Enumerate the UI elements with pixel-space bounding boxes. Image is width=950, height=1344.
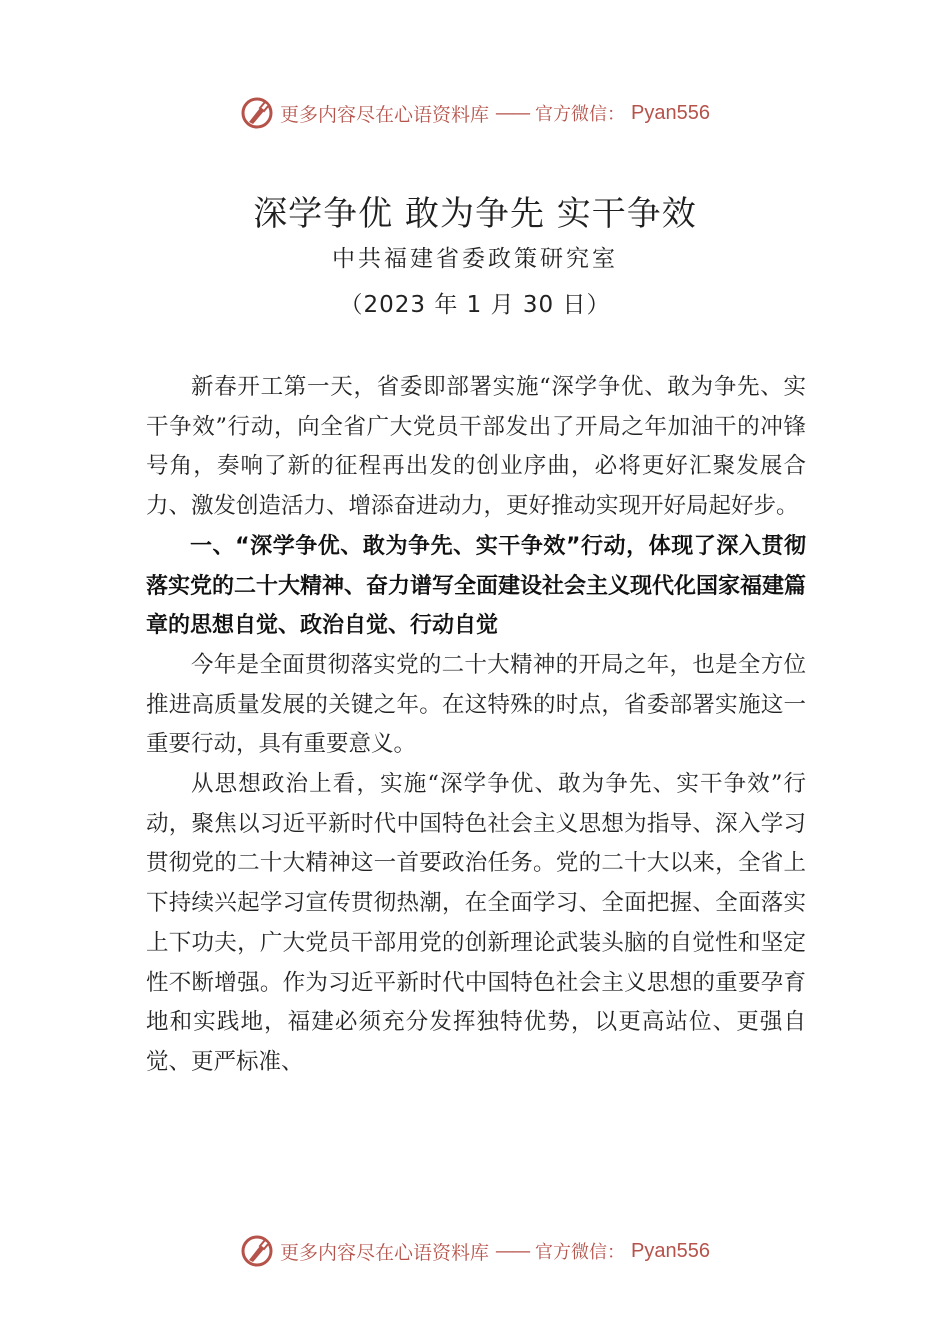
banner-separator: ——: [495, 102, 530, 124]
banner-text: 更多内容尽在心语资料库: [280, 1241, 490, 1264]
banner-wechat-label: 官方微信：: [535, 1242, 626, 1263]
pen-nib-icon: [240, 1234, 274, 1268]
paragraph: 今年是全面贯彻落实党的二十大精神的开局之年，也是全方位推进高质量发展的关键之年。在这特殊的时点，省委部署实施这一重要行动，具有重要意义。: [146, 651, 806, 758]
footer-banner: [0, 1234, 950, 1268]
document-body: [146, 368, 806, 1083]
document-organization: 中共福建省委政策研究室: [332, 246, 618, 272]
banner-wechat-id: Pyan556: [631, 1239, 710, 1262]
banner-wechat-label: 官方微信：: [535, 104, 626, 125]
paragraph: 新春开工第一天，省委即部署实施“深学争优、敢为争先、实干争效”行动，向全省广大党员干部发出了开局之年加油干的冲锋号角，奏响了新的征程再出发的创业序曲，必将更好汇聚发展合力、激发创造活力、增添奋进动力，更好推动实现开好局起好步。: [146, 374, 806, 520]
pen-nib-icon: [240, 96, 274, 130]
document-date: （2023 年 1 月 30 日）: [339, 292, 611, 318]
banner-wechat-id: Pyan556: [631, 101, 710, 124]
banner-text: 更多内容尽在心语资料库: [280, 103, 490, 126]
document-title: 深学争优 敢为争先 实干争效: [253, 194, 697, 234]
paragraph: 从思想政治上看，实施“深学争优、敢为争先、实干争效”行动，聚焦以习近平新时代中国特色社会主义思想为指导、深入学习贯彻党的二十大精神这一首要政治任务。党的二十大以来，全省上下持续兴起学习宣传贯彻热潮，在全面学习、全面把握、全面落实上下功夫，广大党员干部用党的创新理论武装头脑的自觉性和坚定性不断增强。作为习近平新时代中国特色社会主义思想的重要孕育地和实践地，福建必须充分发挥独特优势，以更高站位、更强自觉、更严标准、: [146, 771, 806, 1075]
section-heading: 一、“深学争优、敢为争先、实干争效”行动，体现了深入贯彻落实党的二十大精神、奋力谱写全面建设社会主义现代化国家福建篇章的思想自觉、政治自觉、行动自觉: [146, 533, 807, 639]
banner-separator: ——: [495, 1240, 530, 1262]
header-banner: [0, 96, 950, 130]
